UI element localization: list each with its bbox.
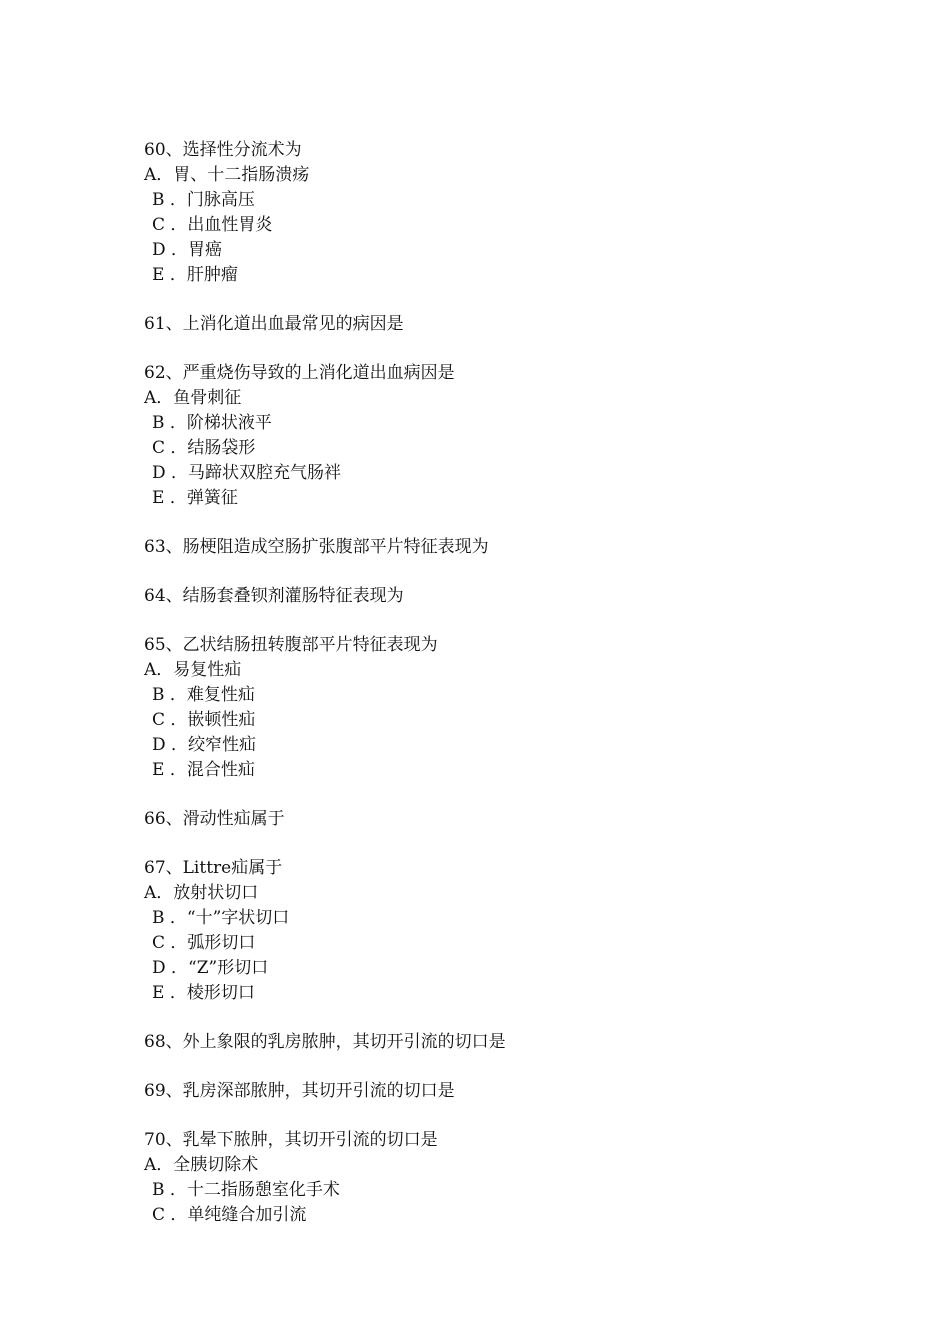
spacer [144,288,904,312]
spacer [144,1055,904,1079]
option-d: D ．“Z”形切口 [152,958,269,978]
option-a: A．放射状切口 [144,883,259,903]
question-61: 61、上消化道出血最常见的病因是 [144,314,404,334]
spacer [144,783,904,807]
question-62: 62、严重烧伤导致的上消化道出血病因是 [144,363,455,383]
option-a: A．胃、十二指肠溃疡 [144,165,310,185]
option-b: B ．阶梯状液平 [152,413,272,433]
spacer [144,560,904,584]
question-69: 69、乳房深部脓肿，其切开引流的切口是 [144,1081,455,1101]
question-66: 66、滑动性疝属于 [144,809,285,829]
option-d: D ．绞窄性疝 [152,735,257,755]
option-a: A．鱼骨刺征 [144,388,242,408]
spacer [144,832,904,856]
option-d: D ．胃癌 [152,240,223,260]
question-67: 67、Littre疝属于 [144,858,283,878]
option-d: D ．马蹄状双腔充气肠袢 [152,463,342,483]
question-64: 64、结肠套叠钡剂灌肠特征表现为 [144,586,404,606]
option-c: C ．嵌顿性疝 [152,710,256,730]
question-68: 68、外上象限的乳房脓肿，其切开引流的切口是 [144,1032,506,1052]
question-60: 60、选择性分流术为 [144,140,302,160]
option-e: E ．混合性疝 [152,760,255,780]
option-c: C ．单纯缝合加引流 [152,1205,307,1225]
spacer [144,1006,904,1030]
option-b: B ．难复性疝 [152,685,255,705]
option-a: A．易复性疝 [144,660,242,680]
option-b: B ．十二指肠憩室化手术 [152,1180,340,1200]
question-70: 70、乳晕下脓肿，其切开引流的切口是 [144,1130,438,1150]
option-c: C ．弧形切口 [152,933,256,953]
question-65: 65、乙状结肠扭转腹部平片特征表现为 [144,635,438,655]
spacer [144,609,904,633]
option-e: E ．弹簧征 [152,488,238,508]
option-b: B ．门脉高压 [152,190,255,210]
question-63: 63、肠梗阻造成空肠扩张腹部平片特征表现为 [144,537,489,557]
option-c: C ．出血性胃炎 [152,215,273,235]
option-b: B ．“十”字状切口 [152,908,290,928]
option-a: A．全胰切除术 [144,1155,259,1175]
spacer [144,337,904,361]
option-e: E ．肝肿瘤 [152,265,238,285]
option-c: C ．结肠袋形 [152,438,256,458]
question-list [144,138,904,1228]
option-e: E ．棱形切口 [152,983,255,1003]
spacer [144,511,904,535]
spacer [144,1104,904,1128]
